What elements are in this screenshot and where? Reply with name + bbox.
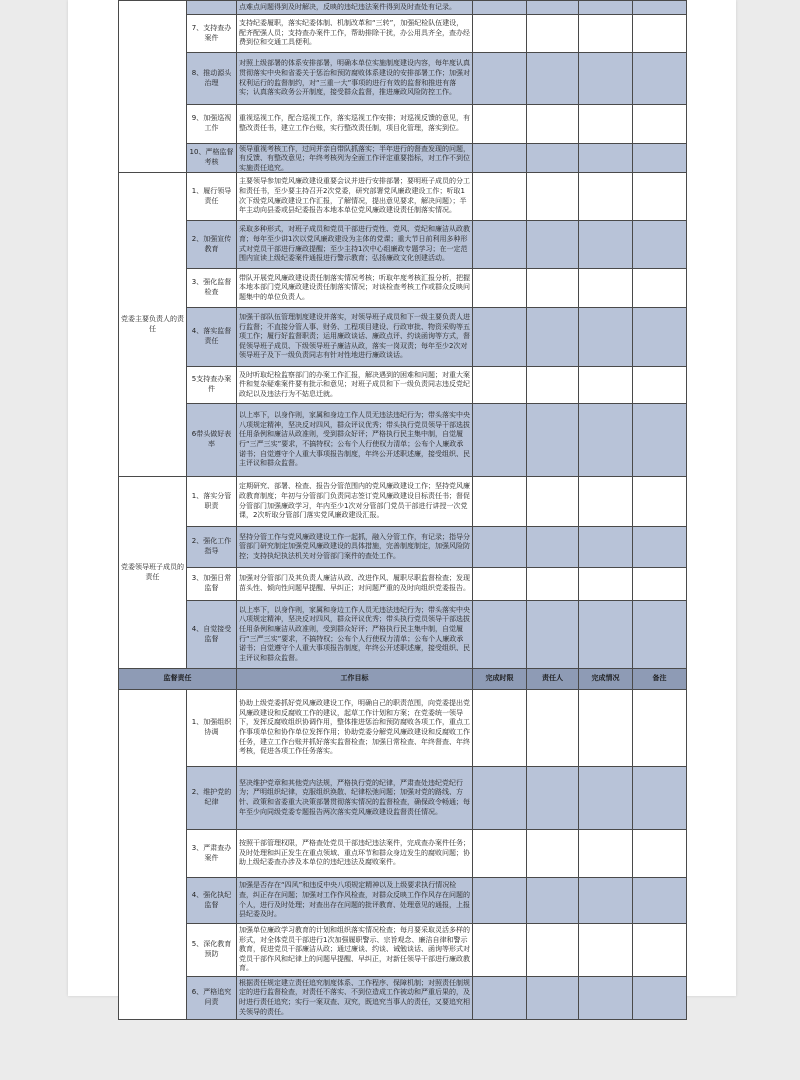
work-goal-cell	[237, 221, 473, 269]
work-goal-cell	[237, 601, 473, 669]
status-cell[interactable]	[579, 105, 633, 144]
work-goal-text: 主要领导参加党风廉政建设重要会议并进行安排部署；要明班子成员的分工和责任书，至少要主持召开2次党委，研究部署党风廉政建设工作；听取1次下级党风廉政建设工作汇报，了解情况，提出意见要求，解决问题）；半年主动向县委或县纪委报告本地本单位党风廉政建设责任制落实情况。	[239, 177, 470, 215]
status-cell[interactable]	[579, 367, 633, 404]
category-cell: 党委主要负责人的责任	[119, 173, 187, 477]
item-title-cell: 8、推动源头治理	[187, 53, 237, 105]
remark-cell[interactable]	[633, 601, 687, 669]
work-goal-text: 带队开展党风廉政建设责任制落实情况考核；听取年度考核汇报分析，把握本地本部门党风廉政建设责任制落实情况；对谈检查考核工作或群众反映问题集中的单位负责人。	[239, 273, 470, 301]
status-cell[interactable]	[579, 269, 633, 308]
work-goal-cell	[237, 830, 473, 878]
remark-cell[interactable]	[633, 15, 687, 53]
work-goal-cell	[237, 105, 473, 144]
status-cell[interactable]	[579, 308, 633, 367]
owner-cell[interactable]	[527, 404, 579, 477]
table-row	[119, 878, 687, 924]
work-goal-text: 加强是否存在“四风”和违反中央八项规定精神以及上级要求执行情况检查，纠正存在问题；加强对工作作风检查，对群众反映工作作风存在问题的个人，进行及时处理；对查出存在问题的批评教育、处理意见的通报，上报县纪委及时。	[239, 881, 470, 919]
remark-cell[interactable]	[633, 830, 687, 878]
responsibility-table	[118, 0, 687, 1020]
table-row	[119, 144, 687, 173]
status-cell[interactable]	[579, 173, 633, 221]
owner-cell[interactable]	[527, 15, 579, 53]
work-goal-text: 采取多种形式，对班子成员和党员干部进行党性、党风、党纪和廉洁从政教育；每年至少讲1次以党风廉政建设为主体的党课；重大节日前利用多种形式对党员干部进行廉政提醒；至少主持1次中心组廉政专题学习；在一定范围内宣读上级纪委案件通报进行警示教育；弘扬廉政文化创建活动。	[239, 225, 470, 263]
work-goal-text: 领导重视考核工作，过问并亲自带队抓落实；半年进行的督查发现的问题，有反馈、有整改意见；年终考核列为全面工作评定重要指标，对工作不到位实施责任追究。	[239, 144, 470, 172]
work-goal-cell	[237, 367, 473, 404]
deadline-cell[interactable]	[473, 53, 527, 105]
deadline-cell[interactable]	[473, 767, 527, 830]
deadline-cell[interactable]	[473, 1, 527, 15]
work-goal-cell	[237, 173, 473, 221]
work-goal-text: 点难点问题得到及时解决，反映的违纪违法案件得到及时查处有记录。	[239, 2, 456, 11]
status-cell[interactable]	[579, 977, 633, 1020]
remark-cell[interactable]	[633, 404, 687, 477]
item-title-cell: 1、落实分管职责	[187, 477, 237, 527]
work-goal-text: 坚持分管工作与党风廉政建设工作一起抓，融入分管工作，有记录；指导分管部门研究制定加强党风廉政建设的具体措施，完善制度制定，加强风险防控；支持执纪执法机关对分管部门案件的查处工作。	[239, 532, 470, 560]
table-row	[119, 269, 687, 308]
table-row	[119, 367, 687, 404]
status-cell[interactable]	[579, 144, 633, 173]
work-goal-cell	[237, 404, 473, 477]
status-cell[interactable]	[579, 568, 633, 601]
table-row	[119, 221, 687, 269]
remark-cell[interactable]	[633, 767, 687, 830]
table-row	[119, 308, 687, 367]
owner-cell[interactable]	[527, 367, 579, 404]
work-goal-cell	[237, 53, 473, 105]
remark-cell[interactable]	[633, 878, 687, 924]
remark-cell[interactable]	[633, 144, 687, 173]
table-row	[119, 404, 687, 477]
owner-cell[interactable]	[527, 527, 579, 568]
item-title-cell: 2、维护党的纪律	[187, 767, 237, 830]
item-title-cell: 6带头做好表率	[187, 404, 237, 477]
owner-cell[interactable]	[527, 269, 579, 308]
item-title-cell: 10、严格监督考核	[187, 144, 237, 173]
remark-cell[interactable]	[633, 977, 687, 1020]
remark-cell[interactable]	[633, 173, 687, 221]
work-goal-text: 加强单位廉政学习教育的计划和组织落实情况检查；每月要采取灵活多样的形式，对全体党员干部进行1次加强履职警示、宗旨观念、廉洁自律和警示教育，促进党员干部廉洁从政；通过廉谈、约谈、诫勉谈话、函询等形式对党员干部作风和纪律上的问题早提醒、早纠正，对新任领导干部进行廉政教育。	[239, 926, 470, 973]
item-title-cell: 1、履行领导责任	[187, 173, 237, 221]
work-goal-cell	[237, 568, 473, 601]
table-row	[119, 977, 687, 1020]
remark-cell[interactable]	[633, 1, 687, 15]
work-goal-cell	[237, 15, 473, 53]
work-goal-text: 协助上级党委抓好党风廉政建设工作，明确自己的职责范围，向党委提出党风廉政建设和反腐败工作的建议，起草工作计划和方案；在党委统一领导下，发挥反腐败组织协调作用，整体推进惩治和预防腐败各项工作，重点工作事项单位和协作单位发挥作用；协助党委分解党风廉政建设和反腐败工作任务，建立工作台账并抓好落实监督检查；加强日常检查、年终督查、年终考核，促进各项工作任务落实。	[239, 699, 470, 756]
owner-cell[interactable]	[527, 977, 579, 1020]
remark-cell[interactable]	[633, 568, 687, 601]
owner-cell[interactable]	[527, 601, 579, 669]
status-cell[interactable]	[579, 601, 633, 669]
remark-cell[interactable]	[633, 269, 687, 308]
status-cell[interactable]	[579, 830, 633, 878]
item-title-cell: 6、严格追究问责	[187, 977, 237, 1020]
owner-cell[interactable]	[527, 105, 579, 144]
table-row	[119, 830, 687, 878]
deadline-cell[interactable]	[473, 830, 527, 878]
work-goal-cell	[237, 1, 473, 15]
category-cell: 党委领导班子成员的责任	[119, 477, 187, 669]
item-title-cell: 4、自觉接受监督	[187, 601, 237, 669]
header-goal: 工作目标	[237, 669, 473, 690]
item-title-cell	[187, 1, 237, 15]
header-status: 完成情况	[579, 669, 633, 690]
owner-cell[interactable]	[527, 924, 579, 977]
remark-cell[interactable]	[633, 690, 687, 767]
work-goal-text: 支持纪委履职，落实纪委体制、机制改革和“三转”，加强纪检队伍建设，配齐配强人员；支持查办案件工作，帮助排除干扰，办公用具齐全，查办经费到位和交通工具便利。	[239, 19, 470, 47]
status-cell[interactable]	[579, 1, 633, 15]
deadline-cell[interactable]	[473, 404, 527, 477]
work-goal-text: 以上率下，以身作则，家属和身边工作人员无违法违纪行为；带头落实中央八项规定精神，坚决反对四风，群众评议优秀；带头执行党员领导干部选拔任用条例和廉洁从政准则，受到群众好评；严格执行民主集中制，自觉履行“三严三实”要求，不搞特权；公布个人行使权力清单；公布个人廉政承诺书；自觉遵守个人重大事项报告制度，年终公开述职述廉，接受组织、民主评议和群众监督。	[239, 605, 470, 662]
item-title-cell: 3、强化监督检查	[187, 269, 237, 308]
work-goal-cell	[237, 924, 473, 977]
status-cell[interactable]	[579, 527, 633, 568]
work-goal-text: 以上率下，以身作则，家属和身边工作人员无违法违纪行为；带头落实中央八项规定精神，坚决反对四风，群众评议优秀；带头执行党员领导干部选拔任用条例和廉洁从政准则，受到群众好评；严格执行民主集中制，自觉履行“三严三实”要求，不搞特权；公布个人行使权力清单；公布个人廉政承诺书；自觉遵守个人重大事项报告制度，年终公开述职述廉，接受组织、民主评议和群众监督。	[239, 411, 470, 468]
table-row	[119, 601, 687, 669]
work-goal-text: 坚决维护党章和其他党内法规，严格执行党的纪律，严肃查处违纪党纪行为；严明组织纪律，克服组织涣散、纪律松弛问题；加强对党的路线、方针、政策和省委重大决策部署贯彻落实情况的监督检查，确保政令畅通；每年至少向同级党委专题报告两次落实党风廉政建设监督责任情况。	[239, 778, 470, 816]
owner-cell[interactable]	[527, 767, 579, 830]
table-row	[119, 53, 687, 105]
owner-cell[interactable]	[527, 830, 579, 878]
deadline-cell[interactable]	[473, 477, 527, 527]
work-goal-cell	[237, 767, 473, 830]
item-title-cell: 5、深化教育预防	[187, 924, 237, 977]
item-title-cell: 2、强化工作指导	[187, 527, 237, 568]
header-deadline: 完成时限	[473, 669, 527, 690]
work-goal-text: 根据责任规定建立责任追究制度体系、工作程序、保障机制；对照责任制规定的进行监督检查，对责任不落实、不到位造成工作被动和严重后果的，及时进行责任追究；实行一案双查、双究，既追究当事人的责任，又要追究相关领导的责任。	[239, 978, 470, 1016]
deadline-cell[interactable]	[473, 15, 527, 53]
owner-cell[interactable]	[527, 308, 579, 367]
status-cell[interactable]	[579, 477, 633, 527]
owner-cell[interactable]	[527, 1, 579, 15]
work-goal-text: 按照干部管理权限，严格查处党员干部违纪违法案件，完成查办案件任务；及时处理和纠正发生在重点领域、重点环节和群众身边发生的腐败问题；协助上级纪委查办涉及本单位的违纪违法及腐败案件。	[239, 839, 470, 867]
work-goal-text: 加强干部队伍管理制度建设并落实，对领导班子成员和下一级主要负责人进行监督；不直接分管人事、财务、工程项目建设、行政审批、物资采购等五项工作；履行好监督职责；运用廉政谈话、廉政点评、约谈函询等方式，督促领导班子成员、下级领导班子廉洁从政，落实一岗双责；每年至少2次对领导班子及下一级负责同志有针对性地进行廉政谈话。	[239, 313, 470, 360]
item-title-cell: 3、加强日常监督	[187, 568, 237, 601]
remark-cell[interactable]	[633, 308, 687, 367]
responsibility-table-container	[118, 0, 686, 1016]
status-cell[interactable]	[579, 15, 633, 53]
status-cell[interactable]	[579, 924, 633, 977]
owner-cell[interactable]	[527, 690, 579, 767]
work-goal-cell	[237, 269, 473, 308]
work-goal-cell	[237, 878, 473, 924]
item-title-cell: 3、严肃查办案件	[187, 830, 237, 878]
deadline-cell[interactable]	[473, 690, 527, 767]
work-goal-cell	[237, 977, 473, 1020]
status-cell[interactable]	[579, 53, 633, 105]
owner-cell[interactable]	[527, 221, 579, 269]
remark-cell[interactable]	[633, 924, 687, 977]
deadline-cell[interactable]	[473, 308, 527, 367]
item-title-cell: 9、加强巡视工作	[187, 105, 237, 144]
work-goal-cell	[237, 527, 473, 568]
table-row	[119, 767, 687, 830]
remark-cell[interactable]	[633, 367, 687, 404]
header-owner: 责任人	[527, 669, 579, 690]
status-cell[interactable]	[579, 878, 633, 924]
document-page	[68, 0, 736, 1016]
deadline-cell[interactable]	[473, 144, 527, 173]
remark-cell[interactable]	[633, 527, 687, 568]
status-cell[interactable]	[579, 404, 633, 477]
item-title-cell: 5支持查办案件	[187, 367, 237, 404]
work-goal-text: 对照上级部署的体系安排部署，明确本单位实施制度建设内容，每年度认真贯彻落实中央和省委关于惩治和预防腐败体系建设的安排部署工作；加强对权利运行的监督制约，对“三重一大”事项的进行有效的监督和推进有落实；认真落实政务公开制度，接受群众监督，推进廉政风险防控工作。	[239, 59, 470, 97]
table-row	[119, 527, 687, 568]
owner-cell[interactable]	[527, 53, 579, 105]
table-row	[119, 924, 687, 977]
work-goal-cell	[237, 144, 473, 173]
status-cell[interactable]	[579, 767, 633, 830]
deadline-cell[interactable]	[473, 924, 527, 977]
deadline-cell[interactable]	[473, 221, 527, 269]
work-goal-cell	[237, 690, 473, 767]
item-title-cell: 4、强化执纪监督	[187, 878, 237, 924]
remark-cell[interactable]	[633, 221, 687, 269]
deadline-cell[interactable]	[473, 105, 527, 144]
remark-cell[interactable]	[633, 53, 687, 105]
deadline-cell[interactable]	[473, 367, 527, 404]
deadline-cell[interactable]	[473, 878, 527, 924]
owner-cell[interactable]	[527, 477, 579, 527]
work-goal-cell	[237, 308, 473, 367]
work-goal-cell	[237, 477, 473, 527]
item-title-cell: 4、落实监督责任	[187, 308, 237, 367]
table-body	[119, 1, 687, 1020]
deadline-cell[interactable]	[473, 977, 527, 1020]
work-goal-text: 定期研究、部署、检查、报告分管范围内的党风廉政建设工作；坚持党风廉政教育制度；年初与分管部门负责同志签订党风廉政建设目标责任书；督促分管部门加强廉政学习，年内至少1次对分管部门党员干部进行讲授一次党课，2次听取分管部门落实党风廉政建设汇报。	[239, 482, 470, 520]
table-row	[119, 690, 687, 767]
deadline-cell[interactable]	[473, 173, 527, 221]
owner-cell[interactable]	[527, 144, 579, 173]
header-remark: 备注	[633, 669, 687, 690]
table-row	[119, 105, 687, 144]
remark-cell[interactable]	[633, 477, 687, 527]
owner-cell[interactable]	[527, 568, 579, 601]
work-goal-text: 加强对分管部门及其负责人廉洁从政、改进作风、履职尽职监督检查；发现苗头性、倾向性问题早提醒、早纠正；对问题严重的及时向组织党委报告。	[239, 574, 470, 592]
deadline-cell[interactable]	[473, 601, 527, 669]
work-goal-text: 及时听取纪检监察部门的办案工作汇报，解决遇到的困难和问题；对重大案件和复杂疑难案件要有批示和意见；对班子成员和下一级负责同志违反党纪政纪以及违法行为不姑息迁就。	[239, 370, 470, 398]
table-row	[119, 477, 687, 527]
status-cell[interactable]	[579, 690, 633, 767]
item-title-cell: 1、加强组织协调	[187, 690, 237, 767]
deadline-cell[interactable]	[473, 568, 527, 601]
category-cell	[119, 1, 187, 173]
item-title-cell: 2、加强宣传教育	[187, 221, 237, 269]
table-row	[119, 173, 687, 221]
header-supervision: 监督责任	[119, 669, 237, 690]
owner-cell[interactable]	[527, 878, 579, 924]
table-row	[119, 568, 687, 601]
table-row	[119, 1, 687, 15]
deadline-cell[interactable]	[473, 269, 527, 308]
category-cell	[119, 690, 187, 1020]
deadline-cell[interactable]	[473, 527, 527, 568]
table-row	[119, 15, 687, 53]
work-goal-text: 重视巡视工作，配合巡视工作，落实巡视工作安排；对巡视反馈的意见，有整改责任书，建立工作台账，实行整改责任制，项目化管理，落实到位。	[239, 114, 470, 132]
table-header-row	[119, 669, 687, 690]
status-cell[interactable]	[579, 221, 633, 269]
item-title-cell: 7、支持查办案件	[187, 15, 237, 53]
remark-cell[interactable]	[633, 105, 687, 144]
owner-cell[interactable]	[527, 173, 579, 221]
